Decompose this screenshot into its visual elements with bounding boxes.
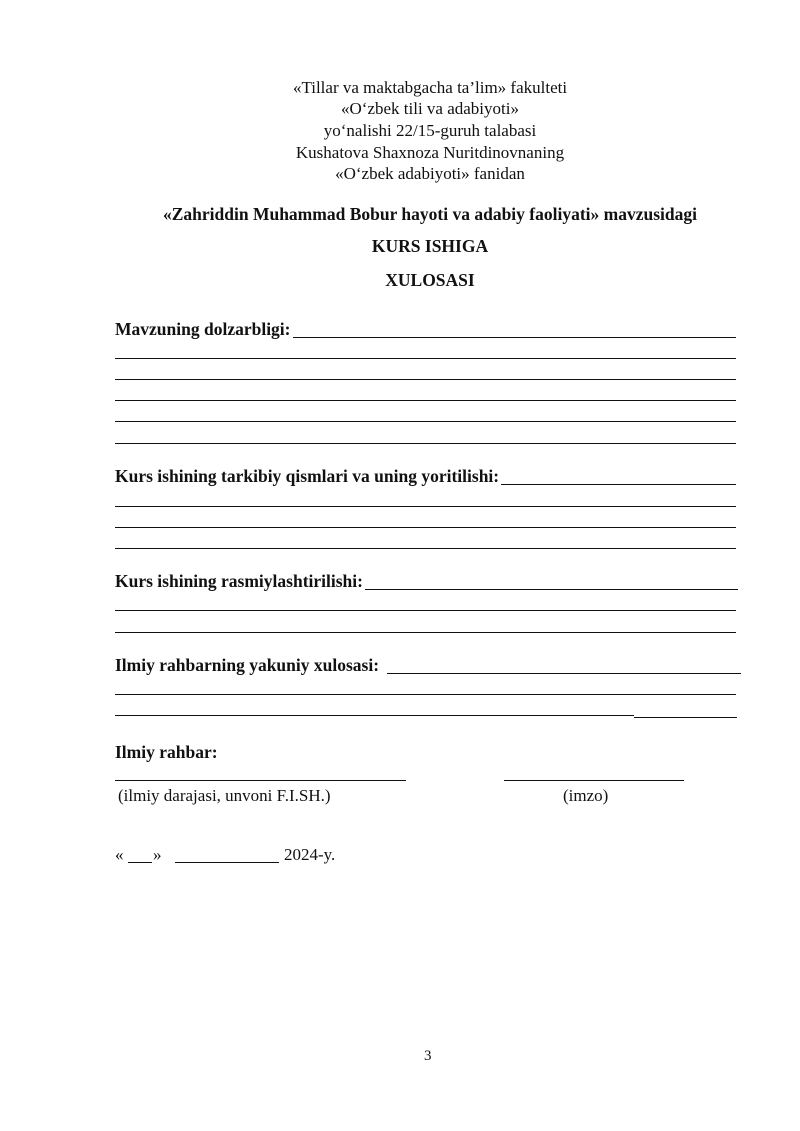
sign-line <box>504 780 684 781</box>
answer-line <box>115 527 736 528</box>
date-quote-close: » <box>153 845 162 864</box>
answer-line <box>115 379 736 380</box>
date-quote-open: « <box>115 845 124 864</box>
answer-line <box>115 358 736 359</box>
answer-line <box>115 506 736 507</box>
faculty-line: «Tillar va maktabgacha ta’lim» fakulteti <box>292 78 568 97</box>
answer-line <box>115 632 736 633</box>
day-blank <box>128 862 152 863</box>
answer-line <box>115 694 736 695</box>
supervisor-label: Ilmiy rahbar: <box>115 742 218 762</box>
document-title-1: KURS ISHIGA <box>371 236 489 256</box>
degree-signature-line <box>115 780 406 781</box>
group-line: yo‘nalishi 22/15-guruh talabasi <box>323 121 537 140</box>
answer-line <box>115 400 736 401</box>
page-number: 3 <box>424 1048 432 1064</box>
specialty-line: «O‘zbek tili va adabiyoti» <box>341 99 519 118</box>
conclusion-label: Ilmiy rahbarning yakuniy xulosasi: <box>115 655 387 676</box>
answer-line <box>115 610 736 611</box>
topic-line: «Zahriddin Muhammad Bobur hayoti va adabiy faoliyati» mavzusidagi <box>162 204 697 224</box>
answer-line <box>115 548 736 549</box>
answer-line <box>634 717 737 718</box>
answer-line <box>115 443 736 444</box>
degree-caption: (ilmiy darajasi, unvoni F.I.SH.) <box>118 786 331 805</box>
document-title-2: XULOSASI <box>385 270 475 290</box>
answer-line <box>115 421 736 422</box>
formatting-label: Kurs ishining rasmiylashtirilishi: <box>115 571 363 591</box>
student-name-line: Kushatova Shaxnoza Nuritdinovnaning <box>295 143 565 162</box>
sign-caption: (imzo) <box>563 786 609 805</box>
answer-line <box>115 715 634 716</box>
relevance-label: Mavzuning dolzarbligi: <box>115 319 291 339</box>
subject-line: «O‘zbek adabiyoti» fanidan <box>335 164 525 183</box>
month-blank <box>175 862 279 863</box>
date-year: 2024-y. <box>284 845 336 864</box>
structure-label: Kurs ishining tarkibiy qismlari va uning yoritilishi: <box>115 466 500 486</box>
